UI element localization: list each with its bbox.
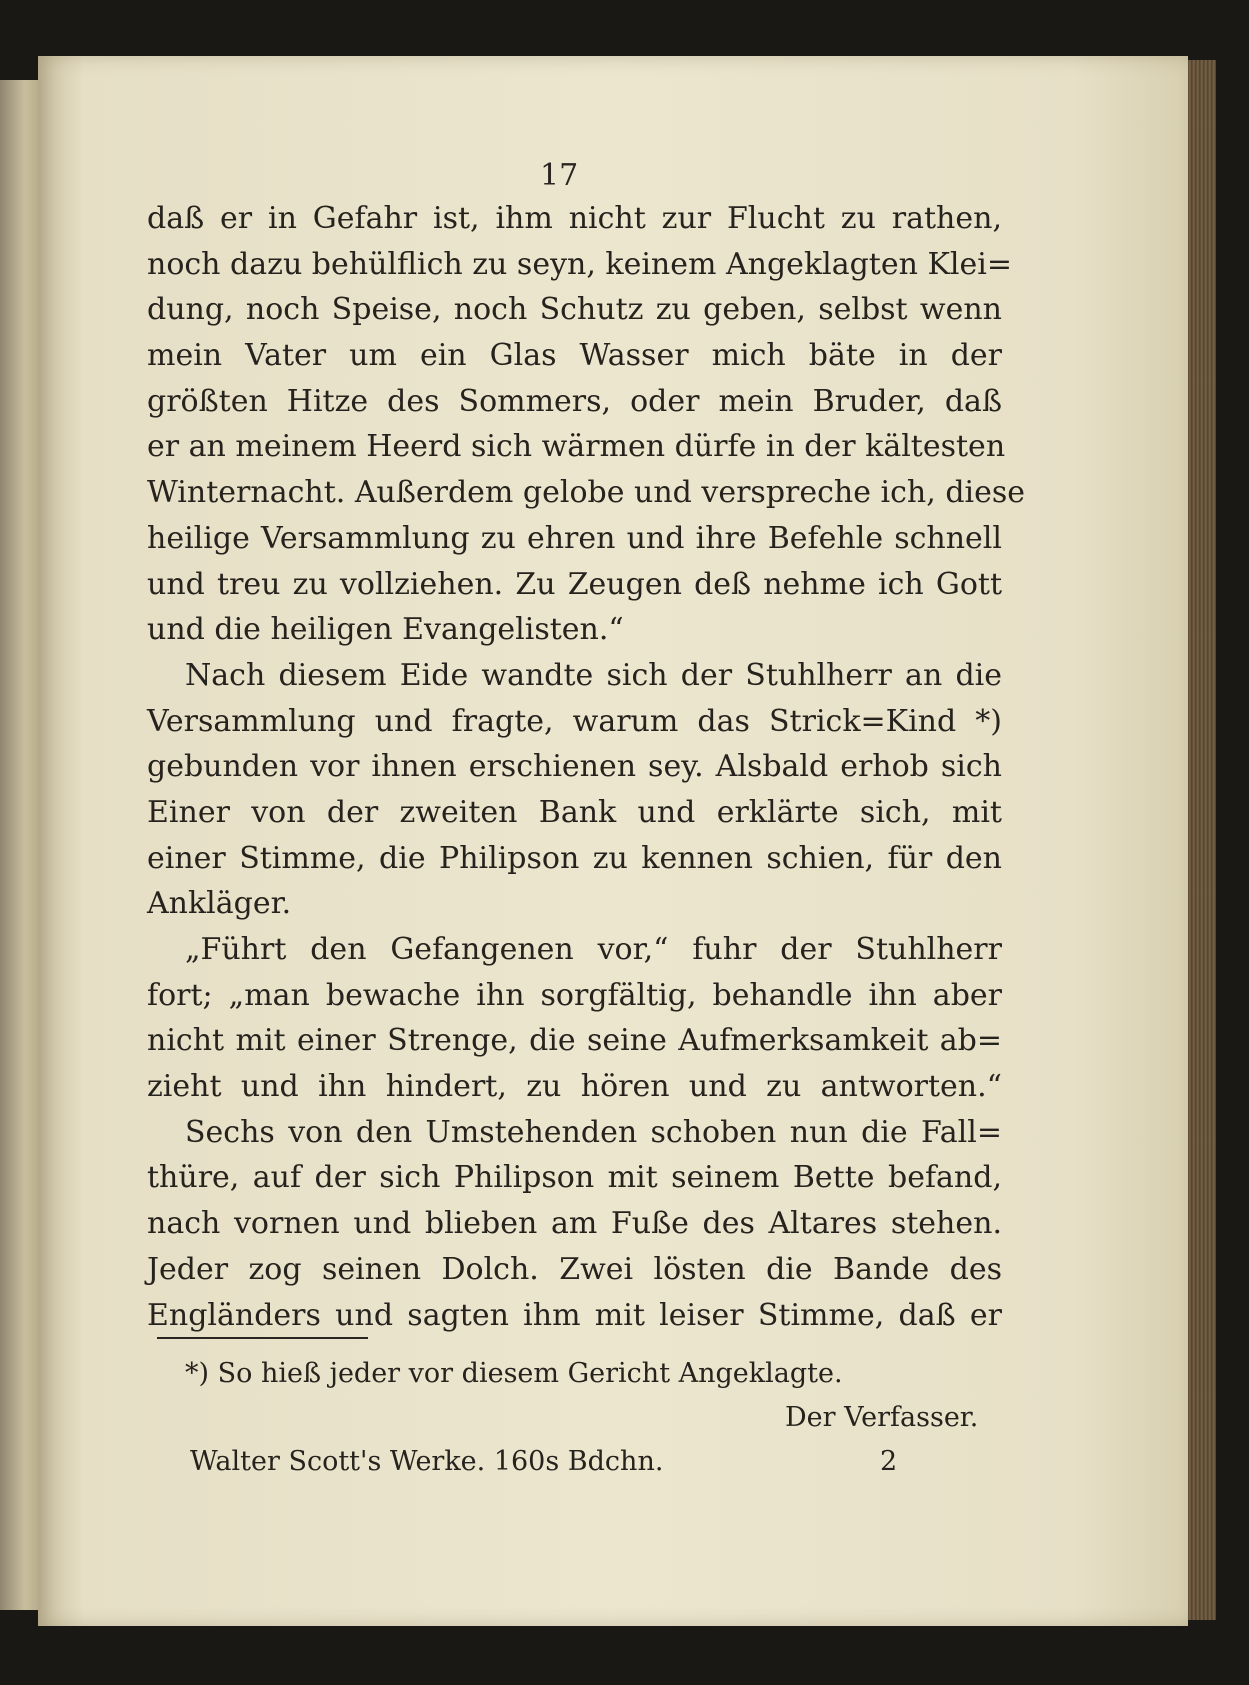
footnote-attribution: Der Verfasser. (785, 1402, 979, 1433)
text-line: und die heiligen Evangelisten.“ (147, 612, 624, 648)
text-line: thüre, auf der sich Philipson mit seinem Bette befand, (147, 1160, 1002, 1196)
text-line: heilige Versammlung zu ehren und ihre Befehle schnell (147, 520, 1002, 556)
text-line: mein Vater um ein Glas Wasser mich bäte in der (147, 338, 1002, 374)
footnote-rule (157, 1337, 368, 1339)
text-line: nicht mit einer Strenge, die seine Aufmerksamkeit ab= (147, 1023, 1002, 1059)
text-line: fort; „man bewache ihn sorgfältig, behandle ihn aber (147, 977, 1002, 1013)
facing-page-edge (0, 80, 42, 1610)
text-line: einer Stimme, die Philipson zu kennen schien, für den (147, 840, 1002, 876)
text-line: größten Hitze des Sommers, oder mein Bruder, daß (147, 383, 1002, 419)
footnote-text: *) So hieß jeder vor diesem Gericht Angeklagte. (185, 1358, 843, 1389)
page-number: 17 (540, 158, 579, 193)
signature-mark: 2 (880, 1446, 898, 1477)
text-line: Jeder zog seinen Dolch. Zwei lösten die Bande des (147, 1251, 1002, 1287)
text-line: Nach diesem Eide wandte sich der Stuhlherr an die (185, 657, 1002, 693)
text-line: dung, noch Speise, noch Schutz zu geben, selbst wenn (147, 292, 1002, 328)
text-line: „Führt den Gefangenen vor,“ fuhr der Stuhlherr (185, 932, 1002, 967)
text-line: Sechs von den Umstehenden schoben nun die Fall= (185, 1114, 1002, 1150)
text-line: nach vornen und blieben am Fuße des Altares stehen. (147, 1206, 1002, 1242)
text-line: zieht und ihn hindert, zu hören und zu antworten.“ (147, 1069, 1002, 1105)
text-line: Engländers und sagten ihm mit leiser Stimme, daß er (147, 1297, 1002, 1333)
printer-signature: Walter Scott's Werke. 160s Bdchn. (190, 1446, 664, 1477)
text-line: Versammlung und fragte, warum das Strick=Kind *) (147, 703, 1002, 739)
body-text (147, 196, 1026, 1338)
text-line: er an meinem Heerd sich wärmen dürfe in der kältesten (147, 429, 1006, 465)
text-line: daß er in Gefahr ist, ihm nicht zur Flucht zu rathen, (147, 201, 1002, 236)
text-line: Ankläger. (147, 886, 292, 922)
text-line: Einer von der zweiten Bank und erklärte sich, mit (147, 794, 1002, 830)
text-line: gebunden vor ihnen erschienen sey. Alsbald erhob sich (147, 749, 1002, 785)
text-line: und treu zu vollziehen. Zu Zeugen deß nehme ich Gott (147, 566, 1002, 602)
text-line: Winternacht. Außerdem gelobe und verspreche ich, diese (147, 475, 1026, 511)
text-line: noch dazu behülflich zu seyn, keinem Angeklagten Klei= (147, 246, 1012, 282)
